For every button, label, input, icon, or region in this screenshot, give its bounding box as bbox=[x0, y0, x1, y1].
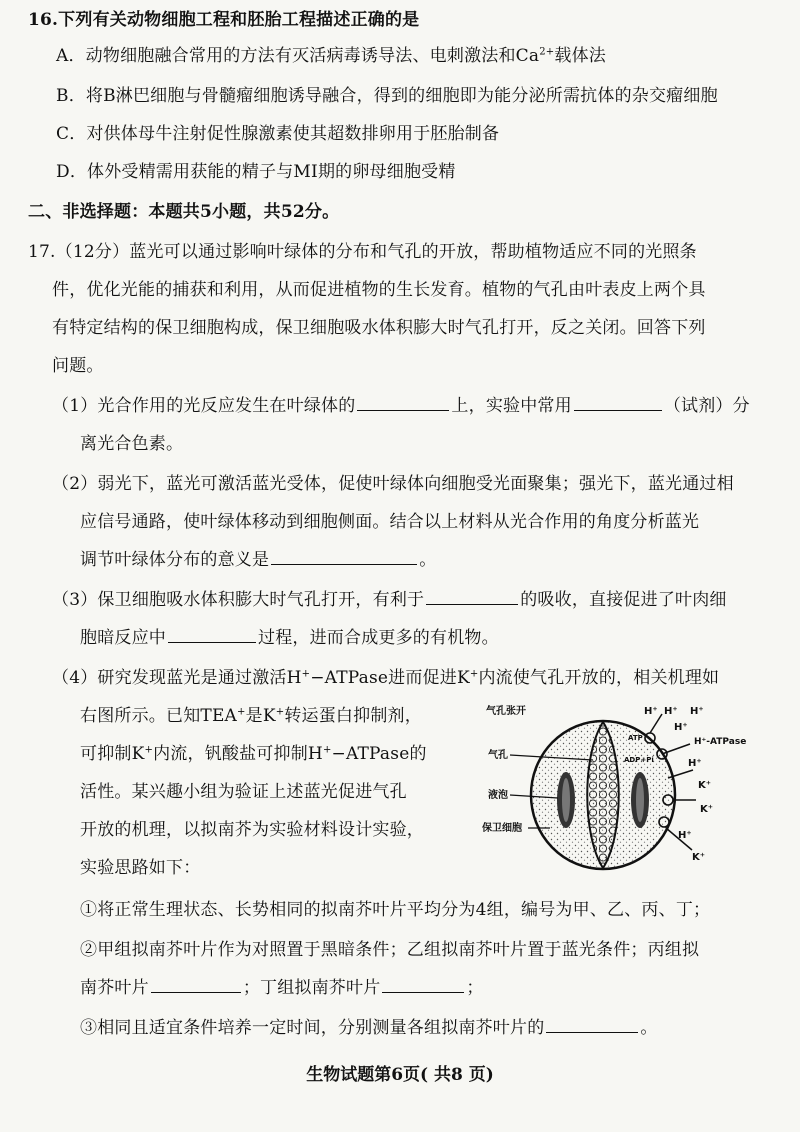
q17-part1-text-a: （1）光合作用的光反应发生在叶绿体的 bbox=[52, 396, 356, 416]
answer-blank-5[interactable] bbox=[168, 626, 256, 643]
q17-part2-text: 调节叶绿体分布的意义是 bbox=[80, 550, 270, 570]
q17-part1-text-b: 上，实验中常用 bbox=[451, 396, 572, 416]
q17-part2-end: 。 bbox=[419, 550, 437, 570]
q17-step3-text: ③相同且适宜条件培养一定时间，分别测量各组拟南芥叶片的 bbox=[80, 1018, 545, 1038]
q17-part4-3 bbox=[80, 742, 427, 766]
q17-intro-1: 17.（12分）蓝光可以通过影响叶绿体的分布和气孔的开放，帮助植物适应不同的光照条 bbox=[28, 242, 697, 262]
label-h-5: H⁺ bbox=[688, 758, 702, 769]
label-h-atpase: H⁺-ATPase bbox=[694, 737, 747, 747]
q17-intro-3: 有特定结构的保卫细胞构成，保卫细胞吸水体积膨大时气孔打开，反之关闭。回答下列 bbox=[52, 318, 706, 338]
sup-plus: + bbox=[301, 668, 311, 680]
section2-heading: 二、非选择题：本题共5小题，共52分。 bbox=[28, 202, 340, 222]
q17-part1-cont: 离光合色素。 bbox=[80, 434, 184, 454]
q16-option-d: D．体外受精需用获能的精子与MⅠ期的卵母细胞受精 bbox=[56, 162, 456, 182]
label-h-6: H⁺ bbox=[678, 830, 692, 841]
label-h-2: H⁺ bbox=[664, 706, 678, 717]
q16-option-b: B．将B淋巴细胞与骨髓瘤细胞诱导融合，得到的细胞即为能分泌所需抗体的杂交瘤细胞 bbox=[56, 86, 718, 106]
q17-step3-end: 。 bbox=[640, 1018, 658, 1038]
q17-part4-1 bbox=[52, 666, 719, 690]
q16-stem: 16.下列有关动物细胞工程和胚胎工程描述正确的是 bbox=[28, 10, 420, 30]
sup-plus: + bbox=[275, 706, 285, 718]
sup-plus: + bbox=[469, 668, 479, 680]
q17-step2-2c: ； bbox=[466, 978, 484, 998]
vacuole-right-inner bbox=[636, 778, 644, 822]
q17-part4-1c: 内流使气孔开放的，相关机理如 bbox=[478, 668, 720, 688]
q17-part4-2b: 是K bbox=[245, 706, 276, 726]
label-vacuole: 液泡 bbox=[488, 790, 508, 801]
q17-step2-2 bbox=[80, 976, 484, 1000]
arrow-h-out-2 bbox=[662, 744, 690, 754]
q17-step1: ①将正常生理状态、长势相同的拟南芥叶片平均分为4组，编号为甲、乙、丙、丁； bbox=[80, 900, 711, 920]
q17-step3 bbox=[80, 1016, 658, 1040]
q17-part4-6: 实验思路如下： bbox=[80, 858, 201, 878]
label-adp-pi: ADP+Pi bbox=[624, 756, 654, 764]
label-stoma-open: 气孔张开 bbox=[486, 706, 526, 717]
q17-part1-text-c: （试剂）分 bbox=[663, 396, 750, 416]
q17-part1 bbox=[52, 394, 750, 418]
label-stoma: 气孔 bbox=[488, 750, 508, 761]
sup-plus: + bbox=[322, 744, 332, 756]
answer-blank-2[interactable] bbox=[574, 394, 662, 411]
vacuole-left-inner bbox=[562, 778, 570, 822]
q17-part3-1 bbox=[52, 588, 727, 612]
answer-blank-7[interactable] bbox=[382, 976, 464, 993]
q17-part4-3c: −ATPase的 bbox=[331, 744, 427, 764]
q16-option-a bbox=[56, 44, 606, 68]
q17-part3-text-d: 过程，进而合成更多的有机物。 bbox=[258, 628, 499, 648]
label-h-4: H⁺ bbox=[674, 722, 688, 733]
page-footer: 生物试题第6页( 共8 页) bbox=[306, 1065, 494, 1085]
q17-part4-3a: 可抑制K bbox=[80, 744, 145, 764]
q17-part4-1b: −ATPase进而促进K bbox=[310, 668, 470, 688]
answer-blank-1[interactable] bbox=[357, 394, 449, 411]
q17-part3-2 bbox=[80, 626, 499, 650]
q17-intro-2: 件，优化光能的捕获和利用，从而促进植物的生长发育。植物的气孔由叶表皮上两个具 bbox=[52, 280, 706, 300]
sup-plus: + bbox=[237, 706, 246, 718]
q17-part4-2c: 转运蛋白抑制剂， bbox=[284, 706, 422, 726]
answer-blank-4[interactable] bbox=[426, 588, 518, 605]
q17-part3-text-c: 胞暗反应中 bbox=[80, 628, 166, 648]
q17-intro-4: 问题。 bbox=[52, 356, 104, 376]
q17-step2-2b: ；丁组拟南芥叶片 bbox=[242, 978, 381, 998]
stomata-mechanism-diagram bbox=[478, 700, 778, 875]
q16-option-a-sup: 2+ bbox=[539, 46, 555, 58]
q17-part3-text-b: 的吸收，直接促进了叶肉细 bbox=[520, 590, 727, 610]
q17-part4-4: 活性。某兴趣小组为验证上述蓝光促进气孔 bbox=[80, 782, 407, 802]
q17-step2-2a: 南芥叶片 bbox=[80, 978, 149, 998]
sup-plus: + bbox=[144, 744, 154, 756]
label-h-3: H⁺ bbox=[690, 706, 704, 717]
answer-blank-6[interactable] bbox=[151, 976, 241, 993]
q17-step2-1: ②甲组拟南芥叶片作为对照置于黑暗条件；乙组拟南芥叶片置于蓝光条件；丙组拟 bbox=[80, 940, 700, 960]
label-k-1: K⁺ bbox=[698, 780, 712, 791]
label-k-3: K⁺ bbox=[692, 852, 706, 863]
label-atp: ATP bbox=[628, 734, 643, 742]
label-h-1: H⁺ bbox=[644, 706, 658, 717]
answer-blank-8[interactable] bbox=[546, 1016, 638, 1033]
q16-option-c: C．对供体母牛注射促性腺激素使其超数排卵用于胚胎制备 bbox=[56, 124, 500, 144]
q17-part3-text-a: （3）保卫细胞吸水体积膨大时气孔打开，有利于 bbox=[52, 590, 425, 610]
q16-option-a-tail: 载体法 bbox=[554, 46, 606, 66]
q17-part2-3 bbox=[80, 548, 436, 572]
q17-part2-1: （2）弱光下，蓝光可激活蓝光受体，促使叶绿体向细胞受光面聚集；强光下，蓝光通过相 bbox=[52, 474, 734, 494]
label-k-2: K⁺ bbox=[700, 804, 714, 815]
q17-part2-2: 应信号通路，使叶绿体移动到细胞侧面。结合以上材料从光合作用的角度分析蓝光 bbox=[80, 512, 700, 532]
label-guard-cell: 保卫细胞 bbox=[482, 823, 522, 834]
q16-option-a-text: A．动物细胞融合常用的方法有灭活病毒诱导法、电刺激法和Ca bbox=[56, 46, 540, 66]
q17-part4-2 bbox=[80, 704, 422, 728]
answer-blank-3[interactable] bbox=[271, 548, 417, 565]
q17-part4-1a: （4）研究发现蓝光是通过激活H bbox=[52, 668, 302, 688]
q17-part4-2a: 右图所示。已知TEA bbox=[80, 706, 238, 726]
q17-part4-5: 开放的机理，以拟南芥为实验材料设计实验， bbox=[80, 820, 424, 840]
q17-part4-3b: 内流，钒酸盐可抑制H bbox=[153, 744, 323, 764]
